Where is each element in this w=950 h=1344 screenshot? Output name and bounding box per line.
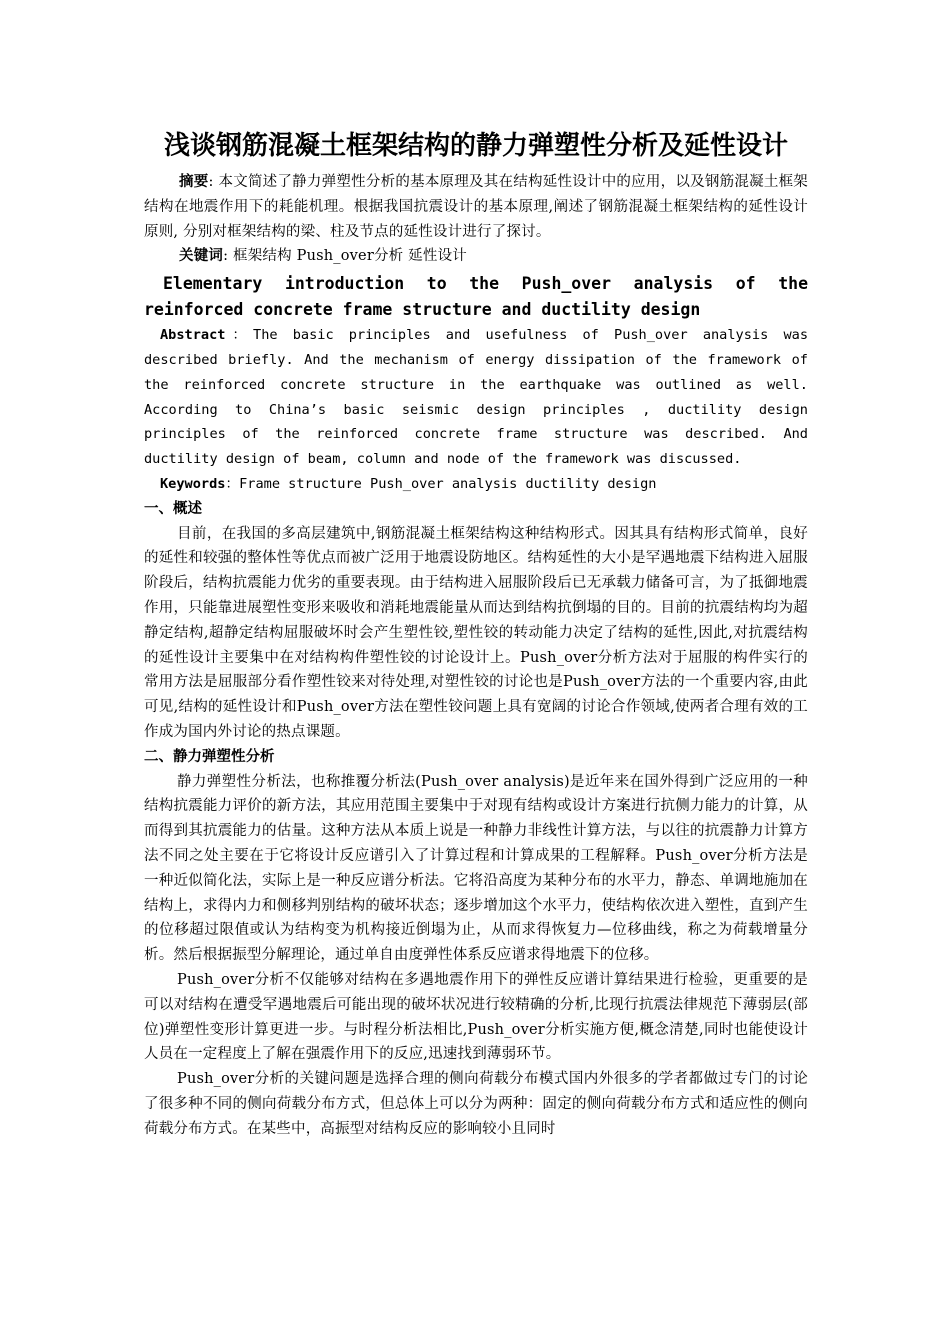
paragraph: Push_over分析不仅能够对结构在多遇地震作用下的弹性反应谱计算结果进行检验，更重要的是可以对结构在遭受罕遇地震后可能出现的破坏状况进行较精确的分析,比现行抗震法律规范下薄弱层(部位)弹塑性变形计算更进一步。与时程分析法相比,Push_over分析实施方便,概念清楚,同时也能使设计人员在一定程度上了解在强震作用下的反应,迅速找到薄弱环节。: [144, 971, 808, 1063]
document-title: 浅谈钢筋混凝土框架结构的静力弹塑性分析及延性设计: [163, 131, 788, 161]
paragraph: 静力弹塑性分析法，也称推覆分析法(Push_over analysis)是近年来在国外得到广泛应用的一种结构抗震能力评价的新方法，其应用范围主要集中于对现有结构或设计方案进行抗侧力能力的计算，从而得到其抗震能力的估量。这种方法从本质上说是一种静力非线性计算方法，与以往的抗震静力计算方法不同之处主要在于它将设计反应谱引入了计算过程和计算成果的工程解释。Push_over分析方法是一种近似简化法，实际上是一种反应谱分析法。它将沿高度为某种分布的水平力，静态、单调地施加在结构上，求得内力和侧移判别结构的破坏状态；逐步增加这个水平力，使结构依次进入塑性，直到产生的位移超过限值或认为结构变为机构接近倒塌为止，从而求得恢复力—位移曲线，称之为荷载增量分析。然后根据振型分解理论，通过单自由度弹性体系反应谱求得地震下的位移。: [144, 773, 808, 964]
document-page: [144, 128, 808, 1141]
english-title: [144, 271, 808, 323]
paragraph: 目前，在我国的多高层建筑中,钢筋混凝土框架结构这种结构形式。因其具有结构形式简单，良好的延性和较强的整体性等优点而被广泛用于地震设防地区。结构延性的大小是罕遇地震下结构进入屈服阶段后，结构抗震能力优劣的重要表现。由于结构进入屈服阶段后已无承载力储备可言，为了抵御地震作用，只能靠进展塑性变形来吸收和消耗地震能量从而达到结构抗倒塌的目的。目前的抗震结构均为超静定结构,超静定结构屈服破坏时会产生塑性铰,塑性铰的转动能力决定了结构的延性,因此,对抗震结构的延性设计主要集中在对结构构件塑性铰的讨论设计上。Push_over分析方法对于屈服的构件实行的常用方法是屈服部分看作塑性铰来对待处理,对塑性铰的讨论也是Push_over方法的一个重要内容,由此可见,结构的延性设计和Push_over方法在塑性铰问题上具有宽阔的讨论合作领域,使两者合理有效的工作成为国内外讨论的热点课题。: [144, 525, 808, 740]
abstract-cn-text: : 本文简述了静力弹塑性分析的基本原理及其在结构延性设计中的应用，以及钢筋混凝土框架结构在地震作用下的耗能机理。根据我国抗震设计的基本原理,阐述了钢筋混凝土框架结构的延性设计原则, 分别对框架结构的梁、柱及节点的延性设计进行了探讨。: [144, 174, 809, 240]
paragraph: Push_over分析的关键问题是选择合理的侧向荷载分布模式国内外很多的学者都做过专门的讨论了很多种不同的侧向荷载分布方式，但总体上可以分为两种：固定的侧向荷载分布方式和适应性的侧向荷载分布方式。在某些中，高振型对结构反应的影响较小且同时: [144, 1071, 808, 1137]
keywords-en-text: ：Frame structure Push_over analysis ductility design: [225, 475, 657, 492]
abstract-cn-label: 摘要: [179, 173, 209, 190]
section-heading-overview: 一、概述: [144, 500, 202, 517]
abstract-en-text: ：The basic principles and usefulness of Push_over analysis was described briefly. And the mechanism of energy dissipation of the framework of the reinforced concrete structure in the earthquake was outlined as well. According to China’s basic seismic design principles , ductility design principles of the reinforced concrete frame structure was described. And ductility design of beam, column and node of the framework was discussed.: [144, 327, 808, 468]
abstract-cn: [144, 170, 808, 244]
section-heading-pushover: 二、静力弹塑性分析: [144, 748, 275, 765]
abstract-en: [144, 323, 808, 472]
keywords-en: [144, 472, 808, 497]
abstract-en-label: Abstract: [160, 327, 226, 344]
keywords-cn: [144, 244, 808, 269]
keywords-cn-text: : 框架结构 Push_over分析 延性设计: [223, 248, 467, 265]
english-title-line1: Elementary introduction to the Push_over analysis of the: [163, 274, 808, 294]
english-title-line2: reinforced concrete frame structure and ductility design: [144, 300, 701, 320]
keywords-en-label: Keywords: [160, 475, 226, 492]
keywords-cn-label: 关键词: [179, 247, 224, 265]
